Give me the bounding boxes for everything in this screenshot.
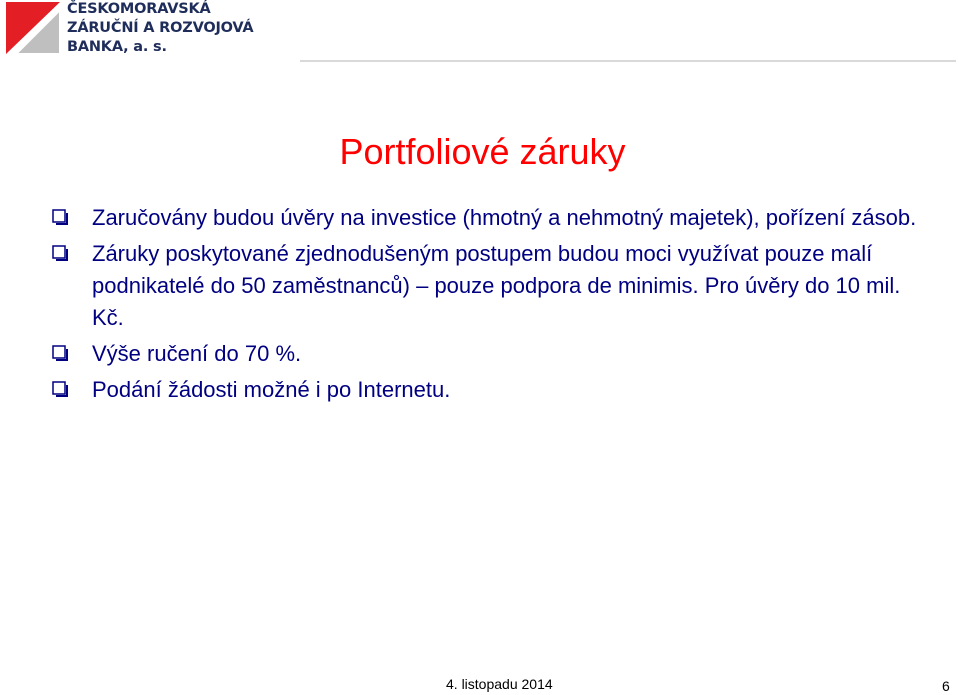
logo-line-3: BANKA, a. s.: [67, 39, 167, 55]
footer-date: 4. listopadu 2014: [446, 676, 553, 692]
bullet-text: Podání žádosti možné i po Internetu.: [92, 377, 451, 402]
header-divider: [300, 60, 956, 62]
bullet-item: [48, 202, 928, 234]
bullet-item: [48, 338, 928, 370]
page-number: 6: [942, 678, 950, 694]
bullet-text: Výše ručení do 70 %.: [92, 341, 302, 366]
bullet-text: Záruky poskytované zjednodušeným postupem budou moci využívat pouze malí podnikatelé do 50 zaměstnanců) – pouze podpora de minimis. Pro úvěry do 10 mil. Kč.: [92, 241, 901, 330]
logo-line-2: ZÁRUČNÍ A ROZVOJOVÁ: [67, 20, 254, 36]
checkbox-bullet-icon: [52, 209, 69, 226]
checkbox-bullet-icon: [52, 245, 69, 262]
bullet-list: [48, 202, 928, 410]
bullet-item: [48, 374, 928, 406]
checkbox-bullet-icon: [52, 345, 69, 362]
red-triangle-logo-icon: [6, 2, 60, 54]
logo-text: [67, 0, 253, 57]
bullet-text: Zaručovány budou úvěry na investice (hmotný a nehmotný majetek), pořízení zásob.: [92, 205, 917, 230]
checkbox-bullet-icon: [52, 381, 69, 398]
logo-line-1: ČESKOMORAVSKÁ: [67, 1, 211, 17]
bullet-item: [48, 238, 928, 334]
slide-title: Portfoliové záruky: [339, 131, 626, 172]
